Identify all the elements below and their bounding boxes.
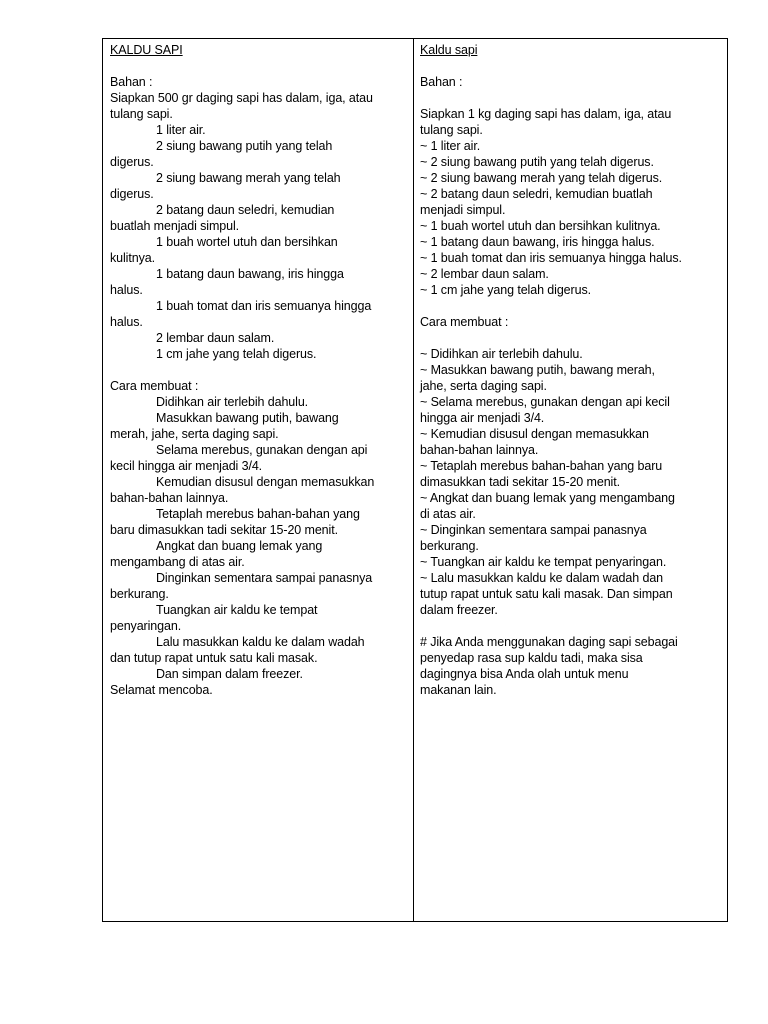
ingredient-line: ~ 2 batang daun seledri, kemudian buatlah bbox=[420, 187, 653, 201]
step-line: merah, jahe, serta daging sapi. bbox=[110, 427, 279, 441]
right-title: Kaldu sapi bbox=[420, 43, 478, 57]
step-line: ~ Dinginkan sementara sampai panasnya bbox=[420, 523, 647, 537]
step-line: baru dimasukkan tadi sekitar 15-20 menit. bbox=[110, 523, 338, 537]
ingredient-line: menjadi simpul. bbox=[420, 203, 506, 217]
ingredient-line: halus. bbox=[110, 315, 143, 329]
ingredient-line: 2 siung bawang putih yang telah bbox=[156, 139, 333, 153]
step-line: ~ Didihkan air terlebih dahulu. bbox=[420, 347, 583, 361]
step-line: ~ Tetaplah merebus bahan-bahan yang baru bbox=[420, 459, 663, 473]
left-column bbox=[103, 39, 414, 921]
ingredient-line: ~ 2 lembar daun salam. bbox=[420, 267, 549, 281]
step-line: ~ Angkat dan buang lemak yang mengambang bbox=[420, 491, 675, 505]
step-line: ~ Selama merebus, gunakan dengan api kecil bbox=[420, 395, 670, 409]
step-line: Selama merebus, gunakan dengan api bbox=[156, 443, 368, 457]
ingredient-line: Siapkan 1 kg daging sapi has dalam, iga, atau bbox=[420, 107, 672, 121]
step-line: dimasukkan tadi sekitar 15-20 menit. bbox=[420, 475, 620, 489]
right-cara-label: Cara membuat : bbox=[420, 315, 509, 329]
ingredient-line: halus. bbox=[110, 283, 143, 297]
ingredient-line: 1 buah wortel utuh dan bersihkan bbox=[156, 235, 338, 249]
step-line: ~ Lalu masukkan kaldu ke dalam wadah dan bbox=[420, 571, 664, 585]
step-line: Lalu masukkan kaldu ke dalam wadah bbox=[156, 635, 365, 649]
step-line: berkurang. bbox=[420, 539, 479, 553]
step-line: Dan simpan dalam freezer. bbox=[156, 667, 303, 681]
step-line: dalam freezer. bbox=[420, 603, 498, 617]
ingredient-line: digerus. bbox=[110, 155, 154, 169]
ingredient-line: ~ 1 liter air. bbox=[420, 139, 481, 153]
right-bahan-label: Bahan : bbox=[420, 75, 463, 89]
ingredient-line: buatlah menjadi simpul. bbox=[110, 219, 240, 233]
step-line: Tuangkan air kaldu ke tempat bbox=[156, 603, 318, 617]
right-cara-list bbox=[420, 346, 727, 618]
step-line: ~ Tuangkan air kaldu ke tempat penyaringan. bbox=[420, 555, 667, 569]
note-line: makanan lain. bbox=[420, 683, 497, 697]
step-line: penyaringan. bbox=[110, 619, 182, 633]
note-line: penyedap rasa sup kaldu tadi, maka sisa bbox=[420, 651, 643, 665]
right-bahan-list bbox=[420, 106, 727, 298]
recipe-table bbox=[102, 38, 728, 922]
step-line: Selamat mencoba. bbox=[110, 683, 213, 697]
ingredient-line: tulang sapi. bbox=[110, 107, 173, 121]
note-line: # Jika Anda menggunakan daging sapi sebagai bbox=[420, 635, 678, 649]
ingredient-line: 1 liter air. bbox=[156, 123, 206, 137]
ingredient-line: ~ 1 buah wortel utuh dan bersihkan kulitnya. bbox=[420, 219, 661, 233]
step-line: di atas air. bbox=[420, 507, 476, 521]
ingredient-line: ~ 2 siung bawang merah yang telah digerus. bbox=[420, 171, 663, 185]
ingredient-line: kulitnya. bbox=[110, 251, 155, 265]
step-line: bahan-bahan lainnya. bbox=[110, 491, 229, 505]
step-line: bahan-bahan lainnya. bbox=[420, 443, 539, 457]
right-column bbox=[414, 39, 727, 921]
step-line: Kemudian disusul dengan memasukkan bbox=[156, 475, 375, 489]
step-line: Angkat dan buang lemak yang bbox=[156, 539, 323, 553]
ingredient-line: 2 batang daun seledri, kemudian bbox=[156, 203, 335, 217]
ingredient-line: ~ 1 batang daun bawang, iris hingga halus. bbox=[420, 235, 655, 249]
ingredient-line: digerus. bbox=[110, 187, 154, 201]
ingredient-line: Siapkan 500 gr daging sapi has dalam, iga, atau bbox=[110, 91, 373, 105]
ingredient-line: ~ 2 siung bawang putih yang telah digerus. bbox=[420, 155, 654, 169]
ingredient-line: 2 lembar daun salam. bbox=[156, 331, 275, 345]
step-line: hingga air menjadi 3/4. bbox=[420, 411, 545, 425]
left-cara-label: Cara membuat : bbox=[110, 379, 199, 393]
step-line: tutup rapat untuk satu kali masak. Dan simpan bbox=[420, 587, 673, 601]
step-line: berkurang. bbox=[110, 587, 169, 601]
step-line: dan tutup rapat untuk satu kali masak. bbox=[110, 651, 318, 665]
note-line: dagingnya bisa Anda olah untuk menu bbox=[420, 667, 629, 681]
ingredient-line: 1 cm jahe yang telah digerus. bbox=[156, 347, 317, 361]
ingredient-line: ~ 1 buah tomat dan iris semuanya hingga halus. bbox=[420, 251, 682, 265]
left-bahan-list bbox=[110, 90, 413, 362]
left-title: KALDU SAPI bbox=[110, 43, 183, 57]
ingredient-line: ~ 1 cm jahe yang telah digerus. bbox=[420, 283, 591, 297]
step-line: mengambang di atas air. bbox=[110, 555, 245, 569]
step-line: jahe, serta daging sapi. bbox=[420, 379, 547, 393]
step-line: Didihkan air terlebih dahulu. bbox=[156, 395, 309, 409]
left-bahan-label: Bahan : bbox=[110, 75, 153, 89]
step-line: Tetaplah merebus bahan-bahan yang bbox=[156, 507, 360, 521]
ingredient-line: tulang sapi. bbox=[420, 123, 483, 137]
ingredient-line: 2 siung bawang merah yang telah bbox=[156, 171, 341, 185]
step-line: Dinginkan sementara sampai panasnya bbox=[156, 571, 373, 585]
step-line: Masukkan bawang putih, bawang bbox=[156, 411, 339, 425]
left-cara-list bbox=[110, 394, 413, 698]
step-line: ~ Kemudian disusul dengan memasukkan bbox=[420, 427, 649, 441]
ingredient-line: 1 buah tomat dan iris semuanya hingga bbox=[156, 299, 372, 313]
ingredient-line: 1 batang daun bawang, iris hingga bbox=[156, 267, 344, 281]
step-line: kecil hingga air menjadi 3/4. bbox=[110, 459, 263, 473]
step-line: ~ Masukkan bawang putih, bawang merah, bbox=[420, 363, 655, 377]
right-note bbox=[420, 634, 727, 698]
